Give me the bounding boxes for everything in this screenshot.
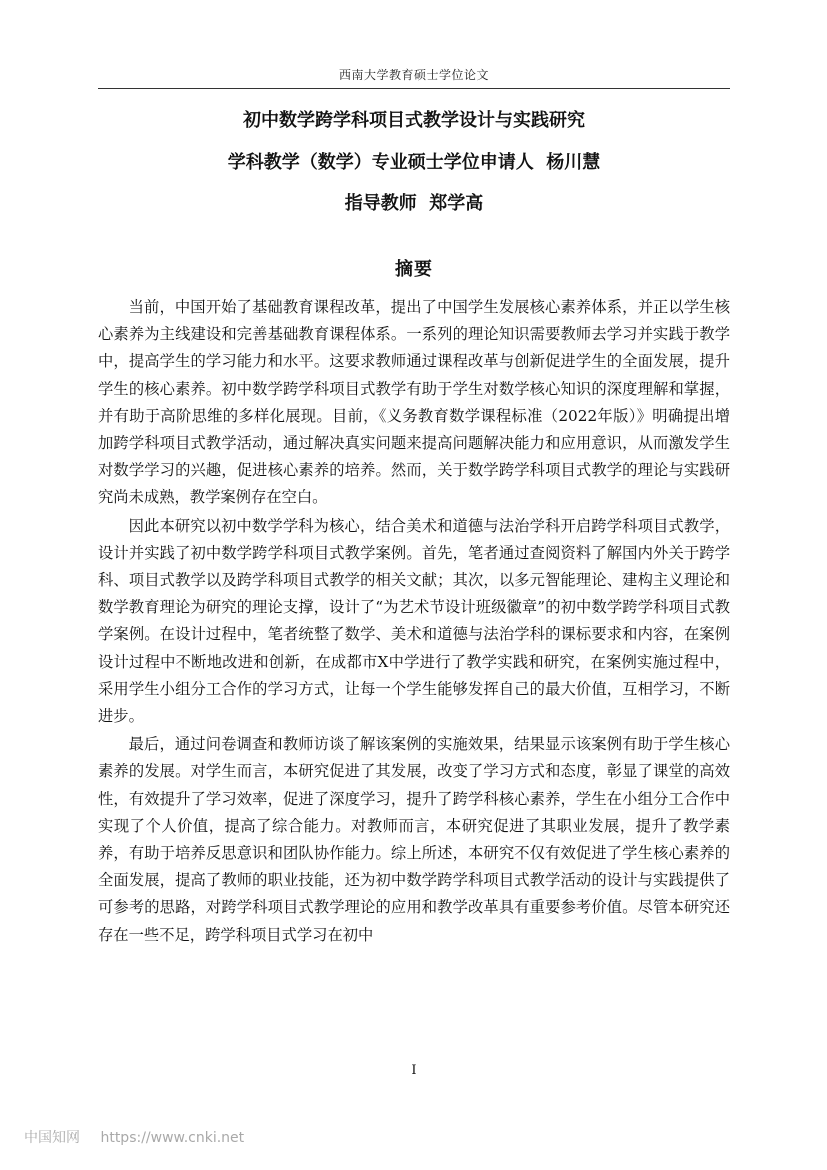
watermark-brand: 中国知网 — [24, 1130, 80, 1146]
applicant-line: 学科教学（数学）专业硕士学位申请人 杨川慧 — [227, 152, 601, 173]
abstract-paragraph: 当前，中国开始了基础教育课程改革，提出了中国学生发展核心素养体系，并正以学生核心素养为主线建设和完善基础教育课程体系。一系列的理论知识需要教师去学习并实践于教学中，提高学生的学习能力和水平。这要求教师通过课程改革与创新促进学生的全面发展，提升学生的核心素养。初中数学跨学科项目式教学有助于学生对数学核心知识的深度理解和掌握，并有助于高阶思维的多样化展现。目前，《义务教育数学课程标准（2022年版）》明确提出增加跨学科项目式教学活动，通过解决真实问题来提高问题解决能力和应用意识，从而激发学生对数学学习的兴趣，促进核心素养的培养。然而，关于数学跨学科项目式教学的理论与实践研究尚未成熟，教学案例存在空白。 — [98, 298, 730, 507]
running-header: 西南大学教育硕士学位论文 — [338, 68, 489, 82]
abstract-heading: 摘要 — [395, 259, 433, 280]
advisor-line: 指导教师 郑学高 — [344, 193, 484, 214]
abstract-paragraph: 最后，通过问卷调查和教师访谈了解该案例的实施效果，结果显示该案例有助于学生核心素养的发展。对学生而言，本研究促进了其发展，改变了学习方式和态度，彰显了课堂的高效性，有效提升了学习效率，促进了深度学习，提升了跨学科核心素养，学生在小组分工合作中实现了个人价值，提高了综合能力。对教师而言，本研究促进了其职业发展，提升了教学素养，有助于培养反思意识和团队协作能力。综上所述，本研究不仅有效促进了学生核心素养的全面发展，提高了教师的职业技能，还为初中数学跨学科项目式教学活动的设计与实践提供了可参考的思路，对跨学科项目式教学理论的应用和教学改革具有重要参考价值。尽管本研究还存在一些不足，跨学科项目式学习在初中 — [98, 735, 730, 944]
abstract-paragraph: 因此本研究以初中数学学科为核心，结合美术和道德与法治学科开启跨学科项目式教学，设计并实践了初中数学跨学科项目式教学案例。首先，笔者通过查阅资料了解国内外关于跨学科、项目式教学以及跨学科项目式教学的相关文献；其次，以多元智能理论、建构主义理论和数学教育理论为研究的理论支撑，设计了“为艺术节设计班级徽章”的初中数学跨学科项目式教学案例。在设计过程中，笔者统整了数学、美术和道德与法治学科的课标要求和内容，在案例设计过程中不断地改进和创新，在成都市X中学进行了教学实践和研究，在案例实施过程中，采用学生小组分工合作的学习方式，让每一个学生能够发挥自己的最大价值，互相学习，不断进步。 — [98, 516, 730, 726]
page-number: I — [411, 1063, 417, 1078]
watermark-url: https://www.cnki.net — [100, 1130, 245, 1146]
header-rule — [98, 88, 730, 89]
cnki-watermark — [24, 1127, 244, 1147]
thesis-title: 初中数学跨学科项目式教学设计与实践研究 — [243, 110, 585, 131]
abstract-body — [98, 294, 730, 950]
